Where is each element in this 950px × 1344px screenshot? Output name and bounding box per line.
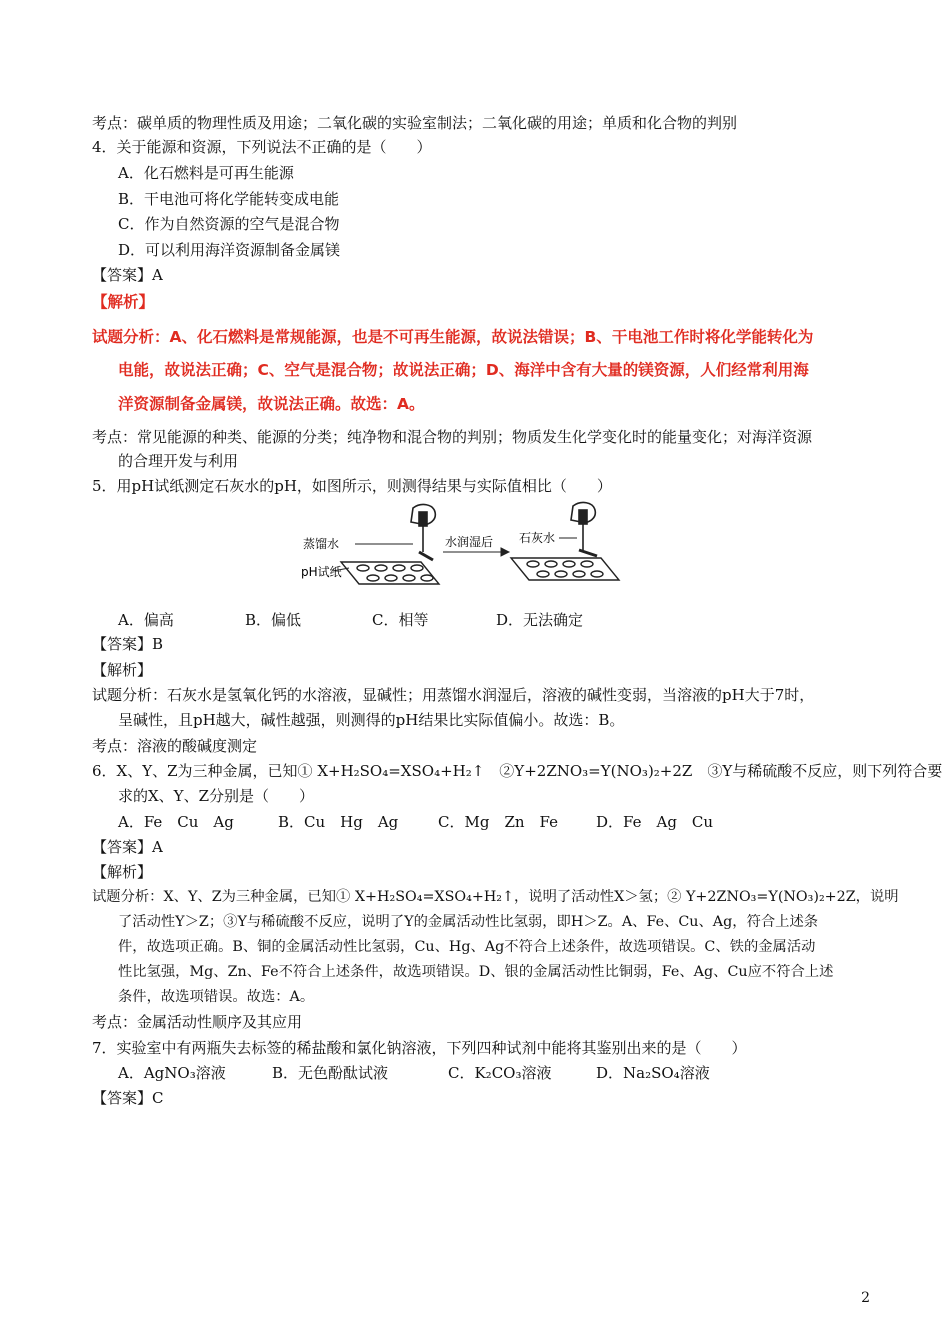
q6-analysis-line-5: 条件，故选项错误。故选：A。	[118, 989, 315, 1005]
q7-option-b: B．无色酚酞试液	[272, 1064, 389, 1082]
q5-option-a: A．偏高	[118, 611, 174, 629]
q5-answer: 【答案】B	[92, 635, 164, 653]
q6-analysis-line-1: 试题分析：X、Y、Z为三种金属，已知① X+H₂SO₄=XSO₄+H₂↑，说明了活动性X＞氢；② Y+2ZNO₃=Y(NO₃)₂+2Z，说明	[92, 889, 899, 905]
q7-answer: 【答案】C	[92, 1089, 164, 1107]
q4-option-c: C．作为自然资源的空气是混合物	[118, 215, 340, 233]
q5-kaodian: 考点：溶液的酸碱度测定	[92, 737, 258, 755]
q7-option-d: D．Na₂SO₄溶液	[596, 1064, 710, 1082]
q6-option-d: D．Fe Ag Cu	[596, 813, 714, 831]
label-limewater: 石灰水	[519, 531, 556, 545]
q4-option-b: B．干电池可将化学能转变成电能	[118, 190, 340, 208]
page-number: 2	[861, 1290, 870, 1306]
q4-option-d: D．可以利用海洋资源制备金属镁	[118, 241, 341, 259]
q6-option-b: B．Cu Hg Ag	[278, 813, 399, 831]
q6-option-a: A．Fe Cu Ag	[118, 813, 234, 831]
left-spot-plate	[341, 562, 439, 584]
q4-stem: 4．关于能源和资源，下列说法不正确的是（ ）	[92, 138, 432, 156]
q6-kaodian: 考点：金属活动性顺序及其应用	[92, 1013, 303, 1031]
q5-stem: 5．用pH试纸测定石灰水的pH，如图所示，则测得结果与实际值相比（ ）	[92, 477, 612, 495]
q4-jiexi: 【解析】	[92, 293, 155, 311]
q5-analysis-line-1: 试题分析：石灰水是氢氧化钙的水溶液，显碱性；用蒸馏水润湿后，溶液的碱性变弱，当溶液的pH大于7时，	[92, 686, 815, 704]
right-hand-dropper-icon	[571, 503, 597, 556]
label-after-wetting: 水润湿后	[445, 535, 494, 549]
q6-option-c: C．Mg Zn Fe	[438, 813, 558, 831]
q5-option-d: D．无法确定	[496, 611, 584, 629]
q7-option-a: A．AgNO₃溶液	[118, 1064, 226, 1082]
q4-analysis-line-1: 试题分析：A、化石燃料是常规能源，也是不可再生能源，故说法错误；B、干电池工作时将化学能转化为	[92, 328, 814, 346]
q7-stem: 7．实验室中有两瓶失去标签的稀盐酸和氯化钠溶液，下列四种试剂中能将其鉴别出来的是（ ）	[92, 1039, 747, 1057]
q6-stem-line-2: 求的X、Y、Z分别是（ ）	[118, 787, 315, 805]
ph-test-figure	[301, 500, 647, 596]
q6-stem-line-1: 6．X、Y、Z为三种金属，已知① X+H₂SO₄=XSO₄+H₂↑ ②Y+2ZNO₃=Y(NO₃)₂+2Z ③Y与稀硫酸不反应，则下列符合要	[92, 762, 943, 780]
q6-analysis-line-2: 了活动性Y＞Z；③Y与稀硫酸不反应，说明了Y的金属活动性比氢弱，即H＞Z。A、Fe、Cu、Ag，符合上述条	[118, 914, 819, 930]
right-spot-plate	[511, 558, 619, 580]
label-ph-paper: pH试纸	[301, 565, 342, 579]
left-hand-dropper-icon	[411, 505, 435, 560]
arrow-head-icon	[501, 548, 509, 556]
label-distilled-water: 蒸馏水	[303, 537, 340, 551]
q3-kaodian: 考点：碳单质的物理性质及用途；二氧化碳的实验室制法；二氧化碳的用途；单质和化合物的判别	[92, 114, 738, 132]
q6-jiexi: 【解析】	[92, 863, 153, 881]
q6-answer: 【答案】A	[92, 838, 163, 856]
q5-analysis-line-2: 呈碱性，且pH越大，碱性越强，则测得的pH结果比实际值偏小。故选：B。	[118, 711, 625, 729]
q5-option-b: B．偏低	[245, 611, 302, 629]
q4-kaodian-line-1: 考点：常见能源的种类、能源的分类；纯净物和混合物的判别；物质发生化学变化时的能量变化；对海洋资源	[92, 428, 813, 446]
q6-analysis-line-4: 性比氢强，Mg、Zn、Fe不符合上述条件，故选项错误。D、银的金属活动性比铜弱，Fe、Ag、Cu应不符合上述	[118, 964, 834, 980]
q4-analysis-line-2: 电能，故说法正确；C、空气是混合物；故说法正确；D、海洋中含有大量的镁资源，人们经常利用海	[118, 361, 809, 379]
q4-kaodian-line-2: 的合理开发与利用	[118, 452, 239, 470]
q5-jiexi: 【解析】	[92, 661, 153, 679]
q4-analysis-line-3: 洋资源制备金属镁，故说法正确。故选：A。	[118, 395, 425, 413]
q7-option-c: C．K₂CO₃溶液	[448, 1064, 552, 1082]
q6-analysis-line-3: 件，故选项正确。B、铜的金属活动性比氢弱，Cu、Hg、Ag不符合上述条件，故选项错误。C、铁的金属活动	[118, 939, 816, 955]
q4-answer: 【答案】A	[92, 266, 163, 284]
q5-option-c: C．相等	[372, 611, 429, 629]
q4-option-a: A．化石燃料是可再生能源	[118, 164, 294, 182]
